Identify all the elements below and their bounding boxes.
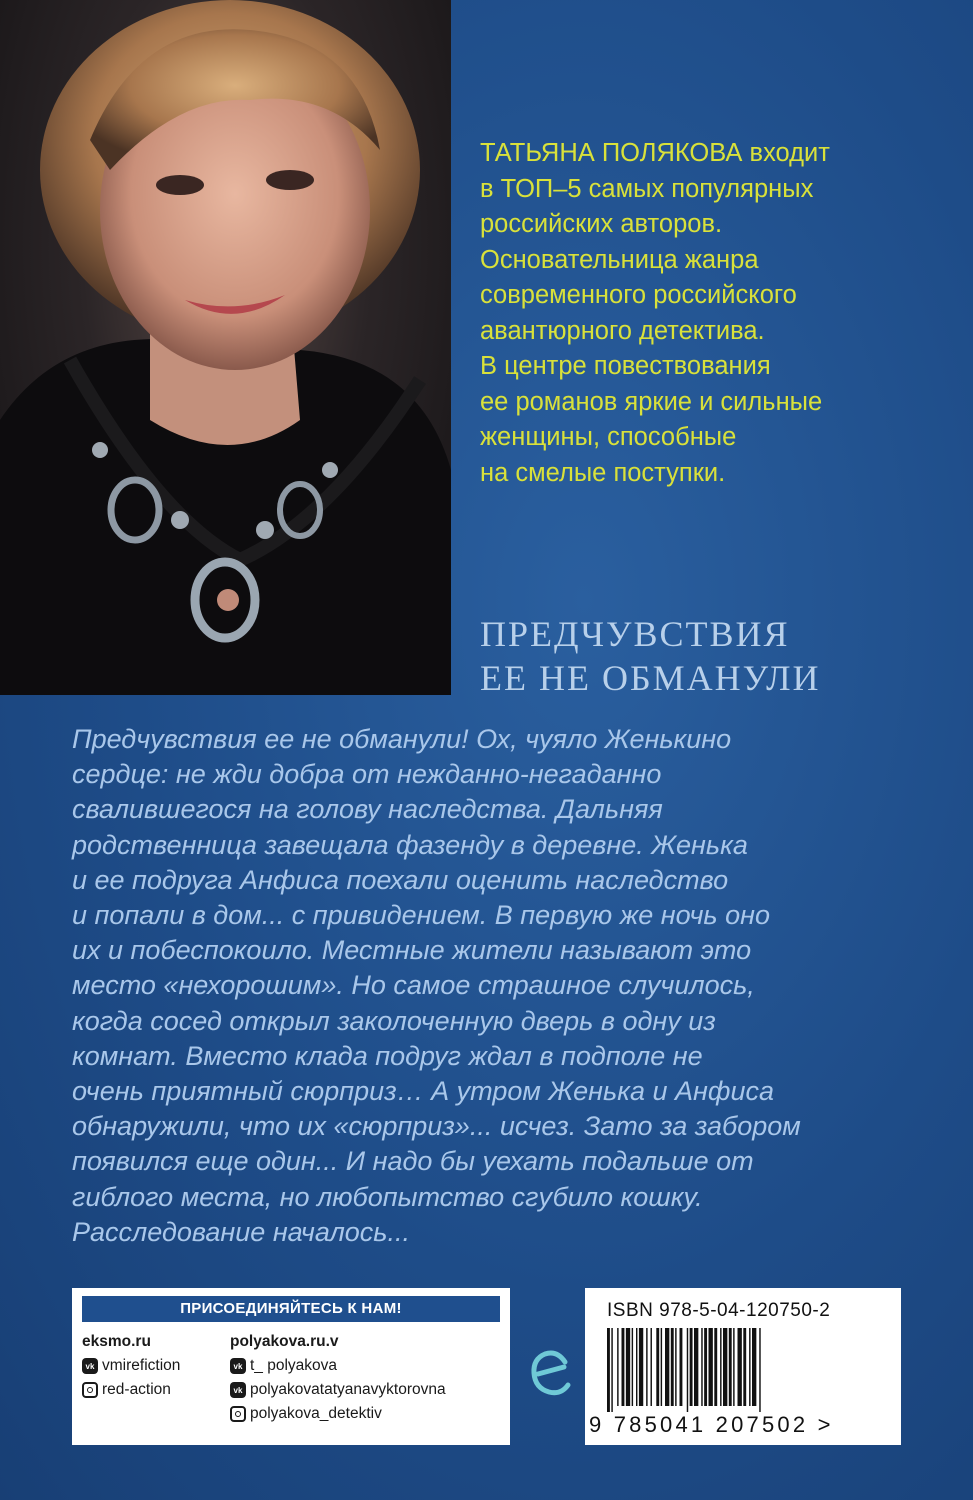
join-us-banner: ПРИСОЕДИНЯЙТЕСЬ К НАМ! (82, 1296, 500, 1322)
barcode-bar (759, 1328, 760, 1412)
annotation-line: Предчувствия ее не обманули! Ох, чуяло Женькино (72, 724, 732, 754)
barcode-bar (743, 1328, 746, 1406)
annotation-line: и попали в дом... с привидением. В первую же ночь оно (72, 900, 771, 931)
author-site-link[interactable]: polyakova.ru.v (230, 1333, 339, 1350)
book-annotation (72, 722, 932, 1250)
barcode-bar (690, 1328, 693, 1406)
barcode-bar (738, 1328, 742, 1406)
publisher-links (82, 1330, 230, 1426)
barcode-bars (607, 1328, 882, 1412)
blurb-line: В центре повествования (480, 352, 771, 380)
barcode-bar (617, 1328, 618, 1406)
vk-icon: vk (230, 1358, 246, 1374)
author-blurb (480, 136, 950, 491)
isbn-barcode (585, 1288, 901, 1445)
barcode-bar (646, 1328, 647, 1406)
barcode-bar (665, 1328, 669, 1406)
book-title (480, 612, 950, 700)
annotation-line: гиблого места, но любопытство сгубило кошку. (72, 1181, 703, 1212)
author-instagram-link[interactable] (230, 1402, 500, 1426)
barcode-bar (626, 1328, 630, 1406)
join-us-card (72, 1288, 510, 1445)
annotation-line: сердце: не жди добра от нежданно-негаданно (72, 759, 662, 790)
annotation-line: место «нехорошим». Но самое страшное случилось, (72, 970, 755, 1001)
author-portrait-illustration (0, 0, 451, 695)
blurb-line: в ТОП–5 самых популярных (480, 174, 814, 203)
publisher-vk-link[interactable] (82, 1354, 230, 1378)
barcode-bar (675, 1328, 676, 1406)
vk-icon: vk (230, 1382, 246, 1398)
blurb-line: Основательница жанра (480, 245, 759, 274)
instagram-icon (230, 1406, 246, 1422)
publisher-site-link[interactable]: eksmo.ru (82, 1333, 151, 1350)
book-title-line: ПРЕДЧУВСТВИЯ (480, 614, 790, 654)
barcode-bar (723, 1328, 727, 1406)
barcode-bar (749, 1328, 750, 1406)
barcode-bar (694, 1328, 698, 1406)
barcode-bar (607, 1328, 610, 1412)
blurb-line: авантюрного детектива. (480, 316, 765, 345)
eksmo-logo-icon (527, 1340, 575, 1406)
barcode-bar (632, 1328, 633, 1406)
author-vk-label-2: polyakovatatyanavyktorovna (250, 1381, 446, 1398)
author-vk-label-1: t_ polyakova (250, 1357, 338, 1374)
publisher-vk-label: vmirefiction (102, 1357, 181, 1374)
barcode-bar (611, 1328, 612, 1412)
barcode-bar (661, 1328, 662, 1406)
annotation-line: комнат. Вместо клада подруг ждал в подполе не (72, 1040, 703, 1071)
barcode-bar (622, 1328, 625, 1406)
blurb-line: ТАТЬЯНА ПОЛЯКОВА входит (480, 139, 830, 167)
annotation-line: родственница завещала фазенду в деревне. Женька (72, 829, 748, 860)
author-vk-link-2[interactable] (230, 1378, 500, 1402)
publisher-instagram-label: red-action (102, 1381, 171, 1398)
isbn-label: ISBN 978-5-04-120750-2 (607, 1300, 831, 1321)
vk-icon: vk (82, 1358, 98, 1374)
blurb-line: российских авторов. (480, 210, 723, 238)
annotation-line: и ее подруга Анфиса поехали оценить наследство (72, 864, 729, 895)
barcode-bar (709, 1328, 713, 1406)
blurb-line: женщины, способные (480, 423, 737, 451)
author-vk-link-1[interactable] (230, 1354, 500, 1378)
barcode-bar (656, 1328, 659, 1406)
barcode-digits: 9 785041 207502 > (589, 1412, 834, 1437)
annotation-line: Расследование началось... (72, 1216, 411, 1247)
barcode-bar (714, 1328, 717, 1406)
author-photo (0, 0, 451, 695)
blurb-line: на смелые поступки. (480, 458, 726, 487)
publisher-instagram-link[interactable] (82, 1378, 230, 1402)
annotation-line: появился еще один... И надо бы уехать подальше от (72, 1146, 754, 1177)
annotation-line: обнаружили, что их «сюрприз»... исчез. Зато за забором (72, 1111, 801, 1142)
annotation-line: очень приятный сюрприз… А утром Женька и Анфиса (72, 1076, 774, 1107)
blurb-line: современного российского (480, 281, 797, 309)
barcode-bar (704, 1328, 707, 1406)
barcode-bar (733, 1328, 734, 1406)
barcode-bar (639, 1328, 643, 1406)
book-title-line: ЕЕ НЕ ОБМАНУЛИ (480, 658, 821, 698)
barcode-bar (680, 1328, 683, 1406)
barcode-bar (636, 1328, 637, 1406)
barcode-bar (687, 1328, 688, 1412)
annotation-line: когда сосед открыл заколоченную дверь в одну из (72, 1005, 716, 1036)
author-links (230, 1330, 500, 1426)
blurb-line: ее романов яркие и сильные (480, 387, 823, 416)
annotation-line: свалившегося на голову наследства. Дальняя (72, 794, 663, 825)
barcode-bar (671, 1328, 674, 1406)
annotation-line: их и побеспокоило. Местные жители называют это (72, 935, 752, 966)
barcode-bar (729, 1328, 732, 1406)
author-instagram-label: polyakova_detektiv (250, 1405, 382, 1422)
barcode-bar (752, 1328, 756, 1406)
barcode-bar (651, 1328, 652, 1406)
instagram-icon (82, 1382, 98, 1398)
barcode-bar (701, 1328, 702, 1406)
barcode-bar (720, 1328, 721, 1406)
